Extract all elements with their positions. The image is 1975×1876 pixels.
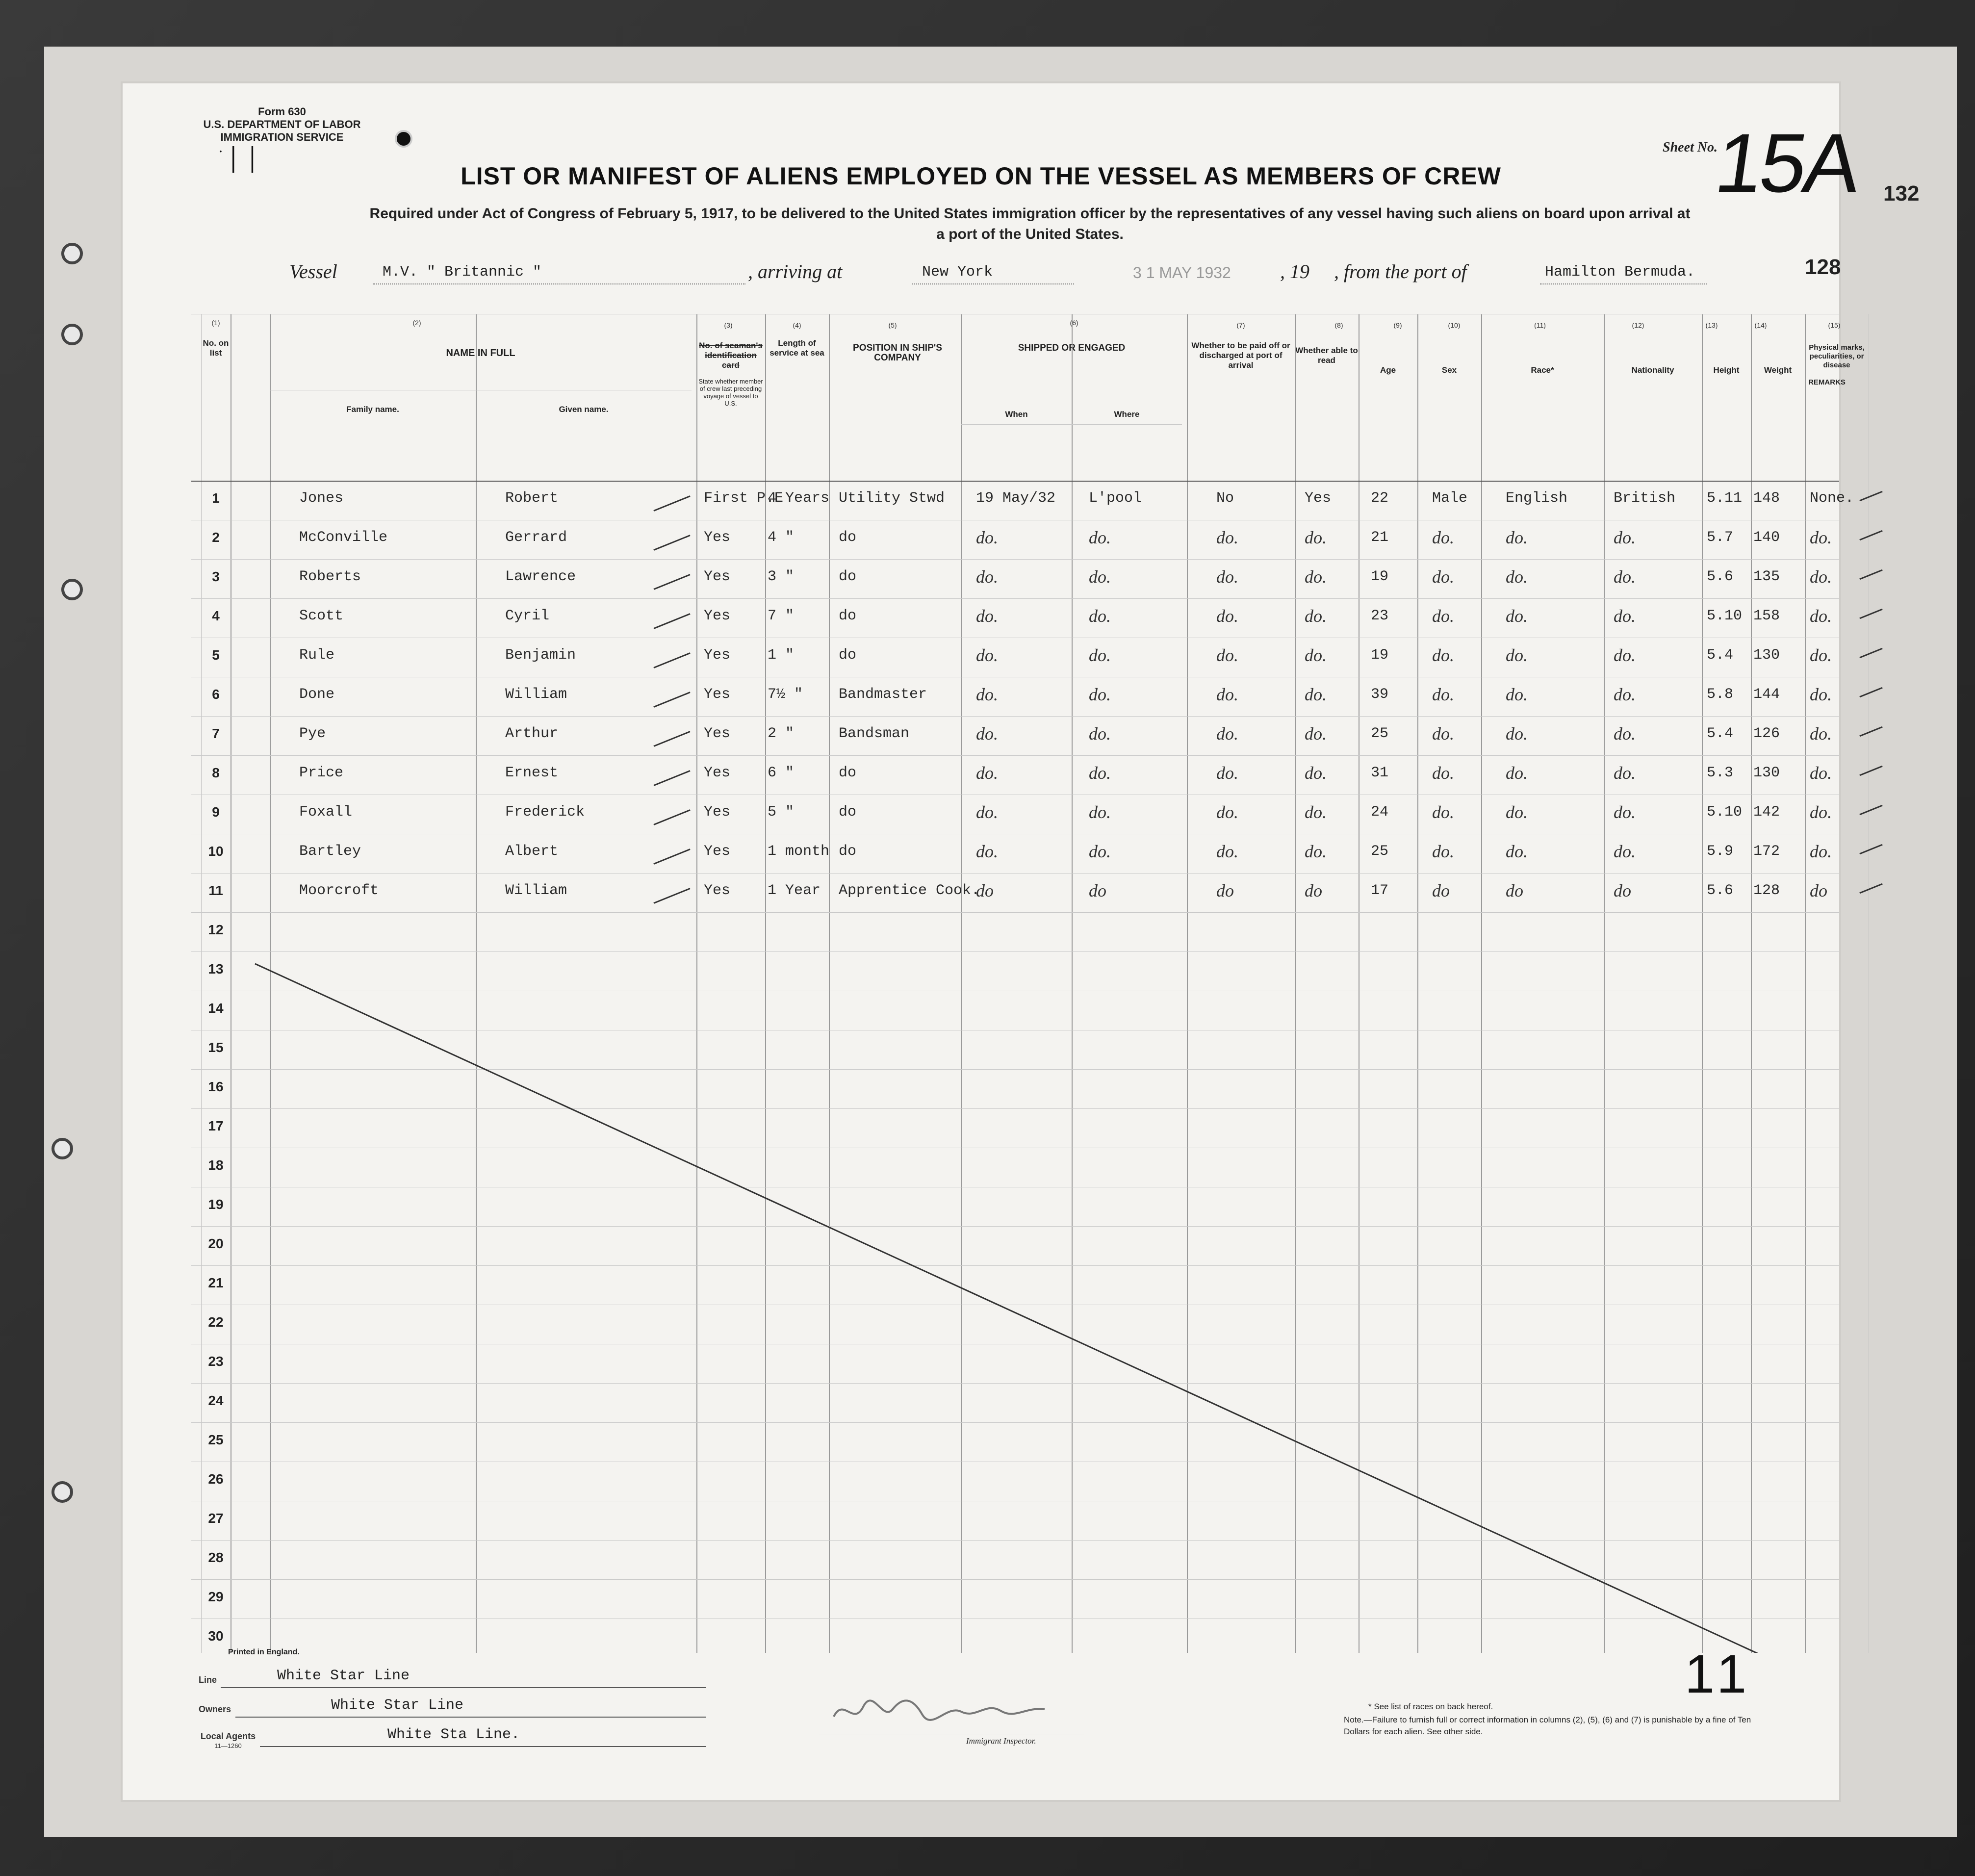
owners-label: Owners	[199, 1704, 231, 1714]
header-shipped: SHIPPED OR ENGAGED	[1018, 343, 1126, 353]
cell-nat: do.	[1614, 645, 1636, 665]
cell-paid: do.	[1216, 763, 1238, 783]
cell-sex: do.	[1432, 645, 1454, 665]
cell-paid: do	[1216, 881, 1234, 900]
cell-weight: 172	[1753, 843, 1780, 860]
cell-read: do.	[1305, 528, 1327, 547]
cell-marks: do.	[1810, 645, 1832, 665]
cell-given: Benjamin	[505, 647, 576, 664]
row-number: 19	[208, 1197, 224, 1212]
cell-given: Cyril	[505, 608, 550, 624]
cell-card: Yes	[704, 568, 731, 585]
cell-sex: do.	[1432, 685, 1454, 704]
cell-position: do	[839, 529, 857, 546]
col-num: (15)	[1828, 321, 1841, 329]
row-number: 22	[208, 1314, 224, 1330]
cell-family: Roberts	[299, 568, 361, 585]
cell-service: 5 "	[768, 804, 795, 821]
cell-paid: No	[1216, 490, 1234, 507]
header-marks: Physical marks, peculiarities, or disease	[1809, 343, 1865, 369]
header-family-name: Family name.	[346, 405, 399, 414]
cell-where: do.	[1089, 842, 1111, 861]
row-number: 25	[208, 1432, 224, 1447]
check-mark: ׁ ׀ ׀	[221, 148, 259, 173]
cell-service: 4 "	[768, 529, 795, 546]
cell-where: do.	[1089, 685, 1111, 704]
cell-height: 5.8	[1707, 686, 1734, 703]
cell-height: 5.11	[1707, 490, 1743, 507]
cell-nat: British	[1614, 490, 1676, 507]
page-mark: 11	[1685, 1644, 1753, 1704]
cell-when: do.	[976, 528, 998, 547]
col-num: (5)	[888, 321, 897, 329]
cell-card: First P.E	[704, 490, 784, 507]
cell-where: do.	[1089, 528, 1111, 547]
cell-service: 6 "	[768, 765, 795, 781]
cell-given: Gerrard	[505, 529, 567, 546]
cell-position: Bandsman	[839, 725, 910, 742]
race-note: * See list of races on back hereof.	[1368, 1702, 1493, 1711]
year-label: , 19	[1280, 260, 1309, 283]
cell-when: do	[976, 881, 994, 900]
cell-sex: do.	[1432, 763, 1454, 783]
cell-family: Price	[299, 765, 344, 781]
col-num: (7)	[1236, 321, 1245, 329]
owners-value: White Star Line	[331, 1697, 464, 1714]
cell-weight: 144	[1753, 686, 1780, 703]
cell-height: 5.7	[1707, 529, 1734, 546]
cell-service: 7 "	[768, 608, 795, 624]
agents-label-text: Local Agents	[200, 1731, 256, 1741]
cell-position: do	[839, 804, 857, 821]
cell-family: Rule	[299, 647, 335, 664]
cell-nat: do.	[1614, 763, 1636, 783]
row-number: 27	[208, 1511, 224, 1526]
cell-service: 7½ "	[768, 686, 803, 703]
cell-marks: do.	[1810, 842, 1832, 861]
cell-given: William	[505, 882, 567, 899]
col-num: (12)	[1632, 321, 1644, 329]
from-underline	[1540, 283, 1707, 284]
cell-paid: do.	[1216, 645, 1238, 665]
cell-card: Yes	[704, 725, 731, 742]
cell-where: do	[1089, 881, 1106, 900]
cell-race: English	[1506, 490, 1568, 507]
row-number: 29	[208, 1589, 224, 1604]
cell-height: 5.10	[1707, 608, 1743, 624]
header-length-service: Length of service at sea	[769, 338, 824, 358]
cell-sex: do.	[1432, 802, 1454, 822]
document-subtitle: Required under Act of Congress of February 5, 1917, to be delivered to the United States immigration officer by the representatives of any vessel having such aliens on board upon arrival at a port of the United States.	[369, 206, 1691, 242]
header-remarks: REMARKS	[1808, 378, 1846, 386]
cell-weight: 130	[1753, 765, 1780, 781]
cell-paid: do.	[1216, 606, 1238, 626]
line-label: Line	[199, 1675, 217, 1685]
binder-hole	[51, 1481, 73, 1503]
manifest-table	[191, 314, 1865, 1653]
binder-hole	[61, 324, 83, 345]
cell-family: Foxall	[299, 804, 353, 821]
cell-card: Yes	[704, 608, 731, 624]
arrival-date-stamp: 3 1 MAY 1932	[1133, 264, 1231, 282]
cell-position: Apprentice Cook.	[839, 882, 980, 899]
cell-position: Utility Stwd	[839, 490, 945, 507]
punch-hole	[395, 130, 412, 148]
arriving-label: , arriving at	[748, 260, 843, 283]
cell-nat: do.	[1614, 567, 1636, 587]
cell-service: 1 Year	[768, 882, 821, 899]
cell-nat: do.	[1614, 802, 1636, 822]
sheet-number-value: 15A	[1710, 117, 1864, 210]
cell-position: do	[839, 568, 857, 585]
cell-weight: 158	[1753, 608, 1780, 624]
header-when: When	[1005, 410, 1028, 419]
col-num: (10)	[1448, 321, 1461, 329]
cell-read: do.	[1305, 567, 1327, 587]
service-name: IMMIGRATION SERVICE	[220, 131, 344, 143]
cell-given: Arthur	[505, 725, 559, 742]
row-number: 30	[208, 1628, 224, 1644]
cell-age: 25	[1371, 725, 1389, 742]
col-num: (2)	[412, 319, 421, 327]
cell-card: Yes	[704, 686, 731, 703]
cell-paid: do.	[1216, 528, 1238, 547]
cell-marks: None.	[1810, 490, 1854, 507]
cell-sex: Male	[1432, 490, 1468, 507]
cell-when: 19 May/32	[976, 490, 1056, 507]
cell-race: do.	[1506, 606, 1528, 626]
cell-service: 2 "	[768, 725, 795, 742]
cancel-lines	[191, 314, 1839, 1653]
header-name-in-full: NAME IN FULL	[446, 348, 515, 359]
form-number: Form 630	[258, 105, 306, 118]
sheet-number-label: Sheet No.	[1663, 140, 1718, 155]
cell-sex: do.	[1432, 567, 1454, 587]
cell-where: do.	[1089, 763, 1111, 783]
row-number: 6	[212, 687, 220, 702]
cell-marks: do.	[1810, 567, 1832, 587]
header-no-on-list: No. on list	[203, 338, 229, 358]
row-number: 23	[208, 1354, 224, 1369]
cell-race: do.	[1506, 685, 1528, 704]
cell-height: 5.6	[1707, 568, 1734, 585]
row-number: 8	[212, 765, 220, 780]
from-label: , from the port of	[1334, 260, 1467, 283]
cell-service: 3 "	[768, 568, 795, 585]
cell-when: do.	[976, 724, 998, 744]
cell-marks: do.	[1810, 802, 1832, 822]
cell-when: do.	[976, 802, 998, 822]
col-num: (8)	[1334, 321, 1343, 329]
cell-height: 5.10	[1707, 804, 1743, 821]
cell-family: Scott	[299, 608, 344, 624]
cell-given: William	[505, 686, 567, 703]
cell-height: 5.3	[1707, 765, 1734, 781]
cell-marks: do.	[1810, 528, 1832, 547]
cell-read: do.	[1305, 763, 1327, 783]
cell-nat: do.	[1614, 685, 1636, 704]
page-stamp-128: 128	[1805, 255, 1841, 279]
cell-age: 17	[1371, 882, 1389, 899]
row-number: 20	[208, 1236, 224, 1251]
cell-family: McConville	[299, 529, 388, 546]
cell-height: 5.4	[1707, 647, 1734, 664]
arriving-port: New York	[922, 264, 993, 281]
cell-read: do.	[1305, 842, 1327, 861]
cell-age: 24	[1371, 804, 1389, 821]
penalty-note: Note.—Failure to furnish full or correct information in columns (2), (5), (6) and (7) is punishable by a fine of Ten Dollars for each alien. See other side.	[1344, 1715, 1751, 1736]
cell-marks: do.	[1810, 606, 1832, 626]
cell-where: do.	[1089, 802, 1111, 822]
cell-height: 5.9	[1707, 843, 1734, 860]
cell-sex: do.	[1432, 606, 1454, 626]
owners-underline	[235, 1717, 706, 1718]
cell-weight: 140	[1753, 529, 1780, 546]
cell-race: do.	[1506, 724, 1528, 744]
department-name: U.S. DEPARTMENT OF LABOR	[203, 118, 361, 130]
cell-given: Lawrence	[505, 568, 576, 585]
cell-nat: do.	[1614, 724, 1636, 744]
cell-marks: do	[1810, 881, 1827, 900]
row-number: 10	[208, 844, 224, 859]
cell-paid: do.	[1216, 685, 1238, 704]
col-num: (13)	[1705, 321, 1718, 329]
header-position: POSITION IN SHIP'S COMPANY	[853, 343, 942, 363]
cell-card: Yes	[704, 804, 731, 821]
from-port: Hamilton Bermuda.	[1545, 264, 1695, 281]
cell-given: Robert	[505, 490, 559, 507]
row-number: 11	[208, 883, 223, 898]
header-age: Age	[1380, 365, 1396, 375]
col-num: (14)	[1754, 321, 1767, 329]
cell-where: do.	[1089, 645, 1111, 665]
cell-card: Yes	[704, 647, 731, 664]
header-given-name: Given name.	[559, 405, 609, 414]
cell-paid: do.	[1216, 802, 1238, 822]
cell-age: 21	[1371, 529, 1389, 546]
row-number: 26	[208, 1471, 224, 1487]
cell-nat: do.	[1614, 842, 1636, 861]
cell-where: do.	[1089, 606, 1111, 626]
cell-read: do.	[1305, 645, 1327, 665]
cell-read: do.	[1305, 724, 1327, 744]
cell-when: do.	[976, 842, 998, 861]
header-sex: Sex	[1441, 365, 1457, 375]
cell-read: do	[1305, 881, 1322, 900]
cell-read: do.	[1305, 802, 1327, 822]
row-number: 21	[208, 1275, 224, 1290]
row-number: 12	[208, 922, 224, 937]
binder-hole	[51, 1138, 73, 1159]
row-number: 28	[208, 1550, 224, 1565]
cell-race: do.	[1506, 528, 1528, 547]
col-num: (9)	[1393, 321, 1402, 329]
agents-code: 11—1260	[214, 1742, 242, 1749]
manifest-sheet	[123, 83, 1920, 1800]
cell-nat: do.	[1614, 606, 1636, 626]
cell-marks: do.	[1810, 724, 1832, 744]
cell-race: do.	[1506, 763, 1528, 783]
cell-sex: do.	[1432, 842, 1454, 861]
header-able-read: Whether able to read	[1295, 346, 1358, 365]
cell-age: 31	[1371, 765, 1389, 781]
cell-service: 4 Years	[768, 490, 830, 507]
binder-hole	[61, 579, 83, 600]
header-nationality: Nationality	[1631, 365, 1674, 375]
header-height: Height	[1713, 365, 1740, 375]
cell-read: do.	[1305, 606, 1327, 626]
inspector-signature	[824, 1687, 1069, 1736]
cell-weight: 148	[1753, 490, 1780, 507]
row-number: 16	[208, 1079, 224, 1094]
header-where: Where	[1114, 410, 1140, 419]
row-number: 17	[208, 1118, 224, 1133]
cell-when: do.	[976, 645, 998, 665]
cell-position: do	[839, 843, 857, 860]
row-number: 3	[212, 569, 220, 584]
col-num: (3)	[724, 321, 733, 329]
cell-age: 19	[1371, 568, 1389, 585]
row-number: 1	[212, 490, 220, 506]
cell-when: do.	[976, 685, 998, 704]
row-number: 14	[208, 1001, 224, 1016]
form-identifier	[196, 105, 368, 144]
cell-card: Yes	[704, 765, 731, 781]
cell-race: do.	[1506, 645, 1528, 665]
cell-nat: do.	[1614, 528, 1636, 547]
port-underline	[912, 283, 1074, 284]
cell-card: Yes	[704, 882, 731, 899]
cell-given: Albert	[505, 843, 559, 860]
cell-given: Ernest	[505, 765, 559, 781]
row-number: 4	[212, 608, 220, 623]
row-number: 24	[208, 1393, 224, 1408]
row-number: 18	[208, 1157, 224, 1173]
row-number: 7	[212, 726, 220, 741]
page-stamp-132: 132	[1883, 181, 1920, 206]
cell-weight: 130	[1753, 647, 1780, 664]
cell-weight: 126	[1753, 725, 1780, 742]
col-num: (1)	[211, 319, 220, 327]
cell-race: do	[1506, 881, 1523, 900]
cell-read: do.	[1305, 685, 1327, 704]
cell-card: Yes	[704, 529, 731, 546]
row-number: 5	[212, 647, 220, 663]
header-paid-off: Whether to be paid off or discharged at port of arrival	[1191, 341, 1290, 370]
document-title: LIST OR MANIFEST OF ALIENS EMPLOYED ON THE VESSEL AS MEMBERS OF CREW	[461, 162, 1501, 190]
cell-age: 25	[1371, 843, 1389, 860]
cell-marks: do.	[1810, 685, 1832, 704]
cell-weight: 128	[1753, 882, 1780, 899]
cell-read: Yes	[1305, 490, 1332, 507]
vessel-line	[289, 260, 1712, 294]
cell-position: do	[839, 608, 857, 624]
col-num: (11)	[1534, 321, 1546, 329]
row-number: 13	[208, 961, 224, 977]
cell-family: Done	[299, 686, 335, 703]
vessel-name: M.V. " Britannic "	[383, 264, 542, 281]
cell-race: do.	[1506, 567, 1528, 587]
row-number: 9	[212, 804, 220, 820]
col-num: (4)	[793, 321, 801, 329]
cell-age: 22	[1371, 490, 1389, 507]
cell-sex: do	[1432, 881, 1450, 900]
cell-card: Yes	[704, 843, 731, 860]
cell-family: Bartley	[299, 843, 361, 860]
printed-note: Printed in England.	[228, 1648, 300, 1656]
binder-hole	[61, 243, 83, 264]
row-number: 15	[208, 1040, 224, 1055]
cell-family: Jones	[299, 490, 344, 507]
cell-position: do	[839, 765, 857, 781]
agents-value: White Sta Line.	[387, 1726, 520, 1743]
cell-given: Frederick	[505, 804, 585, 821]
cell-where: do.	[1089, 567, 1111, 587]
line-underline	[221, 1687, 706, 1688]
cell-race: do.	[1506, 842, 1528, 861]
cell-position: do	[839, 647, 857, 664]
cell-when: do.	[976, 763, 998, 783]
cell-where: do.	[1089, 724, 1111, 744]
vessel-label: Vessel	[289, 260, 337, 283]
cell-family: Pye	[299, 725, 326, 742]
line-value: White Star Line	[277, 1668, 410, 1684]
cell-paid: do.	[1216, 567, 1238, 587]
cell-paid: do.	[1216, 724, 1238, 744]
header-id-card-note: State whether member of crew last preceding voyage of vessel to U.S.	[698, 378, 763, 407]
cell-age: 19	[1371, 647, 1389, 664]
cell-nat: do	[1614, 881, 1631, 900]
cell-service: 1 "	[768, 647, 795, 664]
cell-sex: do.	[1432, 528, 1454, 547]
header-race: Race*	[1531, 365, 1554, 375]
col-num: (6)	[1070, 319, 1078, 327]
header-id-card: No. of seaman's identification card	[699, 341, 763, 370]
cell-height: 5.4	[1707, 725, 1734, 742]
cell-race: do.	[1506, 802, 1528, 822]
vessel-underline	[373, 283, 745, 284]
header-weight: Weight	[1764, 365, 1792, 375]
cell-weight: 142	[1753, 804, 1780, 821]
cell-paid: do.	[1216, 842, 1238, 861]
agents-underline	[260, 1746, 706, 1747]
cell-position: Bandmaster	[839, 686, 927, 703]
row-number: 2	[212, 530, 220, 545]
inspector-label: Immigrant Inspector.	[966, 1736, 1036, 1746]
cell-family: Moorcroft	[299, 882, 379, 899]
agents-label	[199, 1731, 257, 1751]
cell-weight: 135	[1753, 568, 1780, 585]
cell-sex: do.	[1432, 724, 1454, 744]
cell-when: do.	[976, 567, 998, 587]
cell-height: 5.6	[1707, 882, 1734, 899]
cell-service: 1 month	[768, 843, 830, 860]
cell-age: 23	[1371, 608, 1389, 624]
cell-marks: do.	[1810, 763, 1832, 783]
cell-age: 39	[1371, 686, 1389, 703]
cell-when: do.	[976, 606, 998, 626]
cell-where: L'pool	[1089, 490, 1142, 507]
